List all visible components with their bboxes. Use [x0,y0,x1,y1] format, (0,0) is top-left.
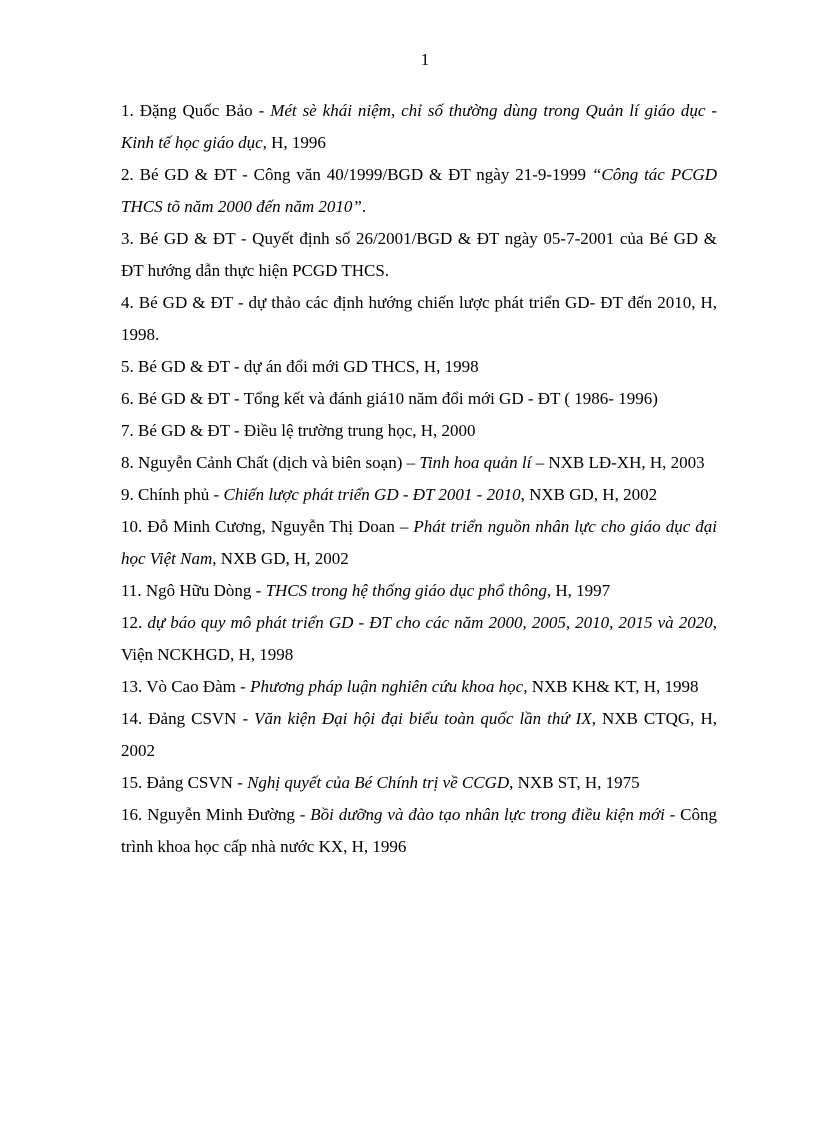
reference-title: Tinh hoa quản lí [419,453,532,472]
reference-text: , H, 1997 [546,581,611,600]
reference-title: “Công tác PCGD THCS tõ năm 2000 đến năm 2010” [121,165,717,216]
reference-title: dự báo quy mô phát triển GD - ĐT cho các năm 2000, 2005, 2010, 2015 và 2020 [147,613,713,632]
reference-text: , NXB CTQG, H, 2002 [121,709,717,760]
reference-text: , NXB GD, H, 2002 [212,549,349,568]
reference-text: 8. Nguyễn Cảnh Chất (dịch và biên soạn) – [121,453,420,472]
reference-item [121,799,717,863]
reference-text: 13. Vò Cao Đàm - [121,677,251,696]
reference-text: – NXB LĐ-XH, H, 2003 [531,453,705,472]
reference-item [121,575,717,607]
reference-text: 15. Đảng CSVN - [121,773,248,792]
reference-title: Bồi dưỡng và đào tạo nhân lực trong điều kiện mới [310,805,665,824]
reference-title: Nghị quyết của Bé Chính trị về CCGD [247,773,510,792]
reference-text: 1. Đặng Quốc Bảo - [121,101,271,120]
reference-text: 11. Ngô Hữu Dòng - [121,581,266,600]
reference-text: 3. Bé GD & ĐT - Quyết định số 26/2001/BGD & ĐT ngày 05-7-2001 của Bé GD & ĐT hướng dẫn thực hiện PCGD THCS. [121,229,717,280]
reference-text: , NXB KH& KT, H, 1998 [523,677,699,696]
reference-text: 14. Đảng CSVN - [121,709,255,728]
reference-item [121,447,717,479]
reference-item [121,415,717,447]
reference-item [121,351,717,383]
reference-text: - Công trình khoa học cấp nhà nước KX, H, 1996 [121,805,717,856]
reference-item [121,607,717,671]
reference-title: Mét sè khái niệm, chỉ số thường dùng trong Quản lí giáo dục - Kinh tế học giáo dục [121,101,717,152]
reference-title: Văn kiện Đại hội đại biểu toàn quốc lần thứ IX [254,709,592,728]
reference-item [121,159,717,223]
reference-text: , NXB ST, H, 1975 [509,773,640,792]
reference-text: 10. Đỗ Minh Cương, Nguyễn Thị Doan – [121,517,414,536]
reference-item [121,767,717,799]
reference-text: 6. Bé GD & ĐT - Tổng kết và đánh giá10 năm đổi mới GD - ĐT ( 1986- 1996) [121,389,658,408]
reference-text: 12. [121,613,148,632]
reference-text: 7. Bé GD & ĐT - Điều lệ trường trung học, H, 2000 [121,421,476,440]
reference-list [121,95,717,863]
reference-item [121,383,717,415]
reference-item [121,479,717,511]
reference-text: , Viện NCKHGD, H, 1998 [121,613,718,664]
reference-item [121,287,717,351]
reference-title: Chiến lược phát triển GD - ĐT 2001 - 2010 [223,485,521,504]
page-number: 1 [420,50,430,69]
reference-text: , H, 1996 [262,133,326,152]
reference-text: 5. Bé GD & ĐT - dự án đổi mới GD THCS, H, 1998 [121,357,479,376]
reference-title: Phương pháp luận nghiên cứu khoa học [250,677,524,696]
reference-text: . [361,197,367,216]
reference-title: THCS trong hệ thống giáo dục phổ thông [265,581,547,600]
reference-item [121,223,717,287]
reference-text: 2. Bé GD & ĐT - Công văn 40/1999/BGD & ĐT ngày 21-9-1999 [121,165,592,184]
reference-item [121,671,717,703]
reference-title: Phát triển nguồn nhân lực cho giáo dục đại học Việt Nam [121,517,717,568]
reference-item [121,703,717,767]
reference-text: 16. Nguyễn Minh Đường - [121,805,311,824]
reference-text: 4. Bé GD & ĐT - dự thảo các định hướng chiến lược phát triển GD- ĐT đến 2010, H, 1998. [121,293,717,344]
reference-item [121,511,717,575]
reference-text: 9. Chính phủ - [121,485,224,504]
reference-item [121,95,717,159]
reference-text: , NXB GD, H, 2002 [520,485,658,504]
